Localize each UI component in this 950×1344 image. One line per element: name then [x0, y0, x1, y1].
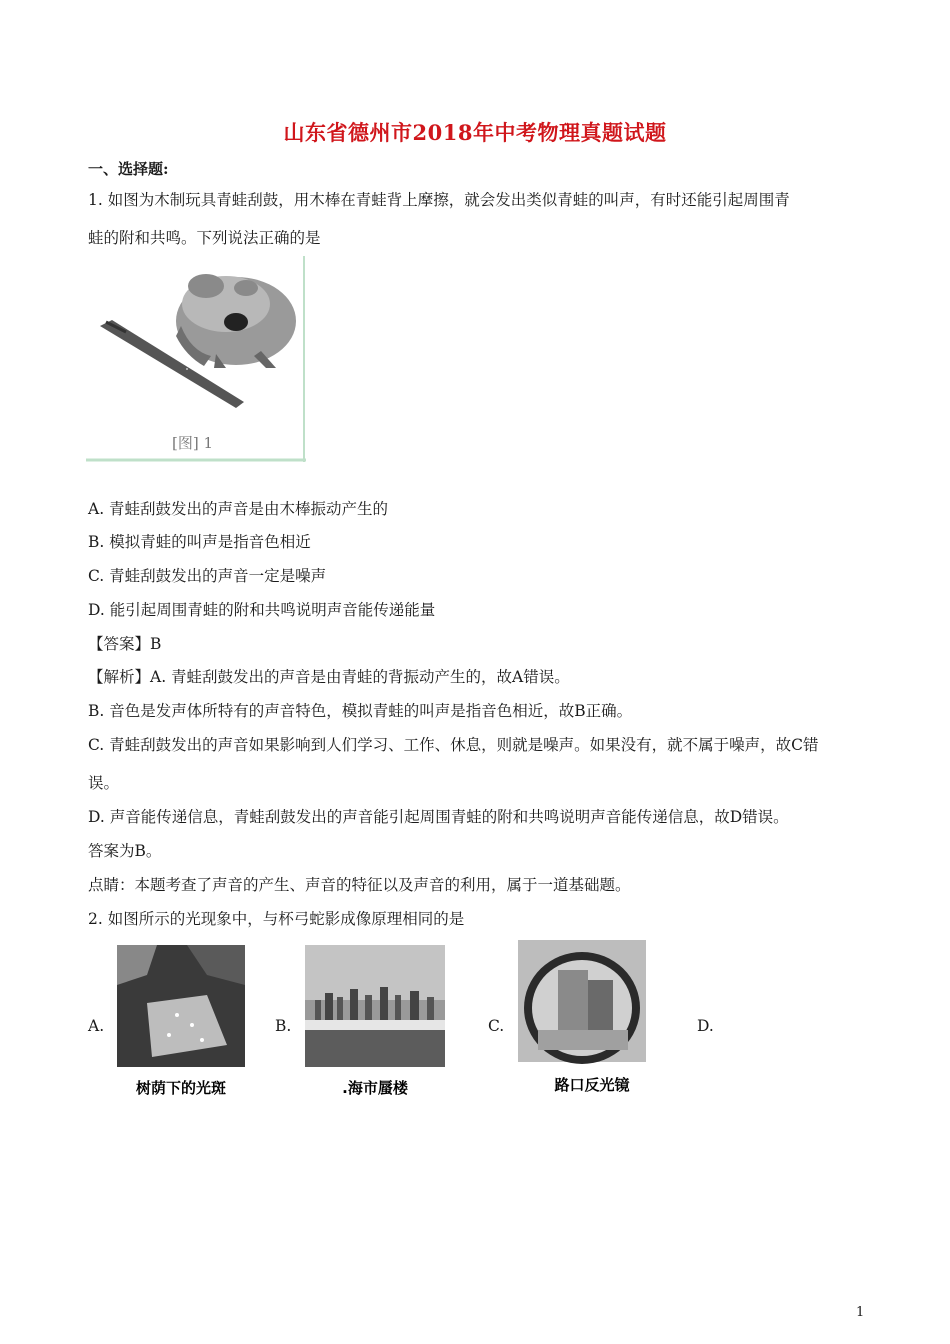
figure1-caption: [图] 1 — [172, 434, 214, 452]
section-heading: 一、选择题: — [88, 160, 169, 178]
q2-choice-b-label: B. — [275, 1017, 292, 1035]
q2-caption-a: 树荫下的光斑 — [135, 1079, 227, 1097]
q1-analysis-line: C. 青蛙刮鼓发出的声音如果影响到人们学习、工作、休息，则就是噪声。如果没有，就不属于噪声，故C错 — [88, 736, 819, 754]
q1-analysis-line: 答案为B。 — [88, 842, 162, 860]
page-number: 1 — [856, 1305, 865, 1320]
q1-analysis-line: B. 音色是发声体所特有的声音特色，模拟青蛙的叫声是指音色相近，故B正确。 — [88, 702, 633, 720]
q2-image-c — [518, 940, 663, 1105]
q1-option-a: A. 青蛙刮鼓发出的声音是由木棒振动产生的 — [88, 500, 389, 518]
q2-caption-c: 路口反光镜 — [554, 1076, 630, 1094]
q1-answer: 【答案】B — [88, 635, 162, 653]
q2-caption-b: .海市蜃楼 — [342, 1079, 408, 1097]
q2-choice-c-label: C. — [488, 1017, 505, 1035]
q1-stem-line1: 1. 如图为木制玩具青蛙刮鼓，用木棒在青蛙背上摩擦，就会发出类似青蛙的叫声，有时还能引起周围青 — [88, 191, 790, 209]
q1-analysis-line: 点睛：本题考查了声音的产生、声音的特征以及声音的利用，属于一道基础题。 — [88, 876, 631, 894]
q1-option-d: D. 能引起周围青蛙的附和共鸣说明声音能传递能量 — [88, 601, 436, 619]
q1-option-b: B. 模拟青蛙的叫声是指音色相近 — [88, 533, 311, 551]
q2-image-b — [305, 945, 455, 1105]
page-title: 山东省德州市2018年中考物理真题试题 — [283, 120, 667, 145]
q1-analysis-line: 【解析】A. 青蛙刮鼓发出的声音是由青蛙的背振动产生的，故A错误。 — [88, 668, 570, 686]
q2-image-a — [117, 945, 245, 1105]
frog-drum-figure — [86, 256, 306, 462]
q2-choice-a-label: A. — [88, 1017, 105, 1035]
q1-analysis-line: 误。 — [88, 774, 120, 792]
q1-analysis-line: D. 声音能传递信息，青蛙刮鼓发出的声音能引起周围青蛙的附和共鸣说明声音能传递信息，故D错误。 — [88, 808, 789, 826]
q2-stem: 2. 如图所示的光现象中，与杯弓蛇影成像原理相同的是 — [88, 910, 465, 928]
q1-option-c: C. 青蛙刮鼓发出的声音一定是噪声 — [88, 567, 327, 585]
q1-stem-line2: 蛙的附和共鸣。下列说法正确的是 — [88, 229, 321, 247]
q2-choice-d-label: D. — [697, 1017, 714, 1035]
